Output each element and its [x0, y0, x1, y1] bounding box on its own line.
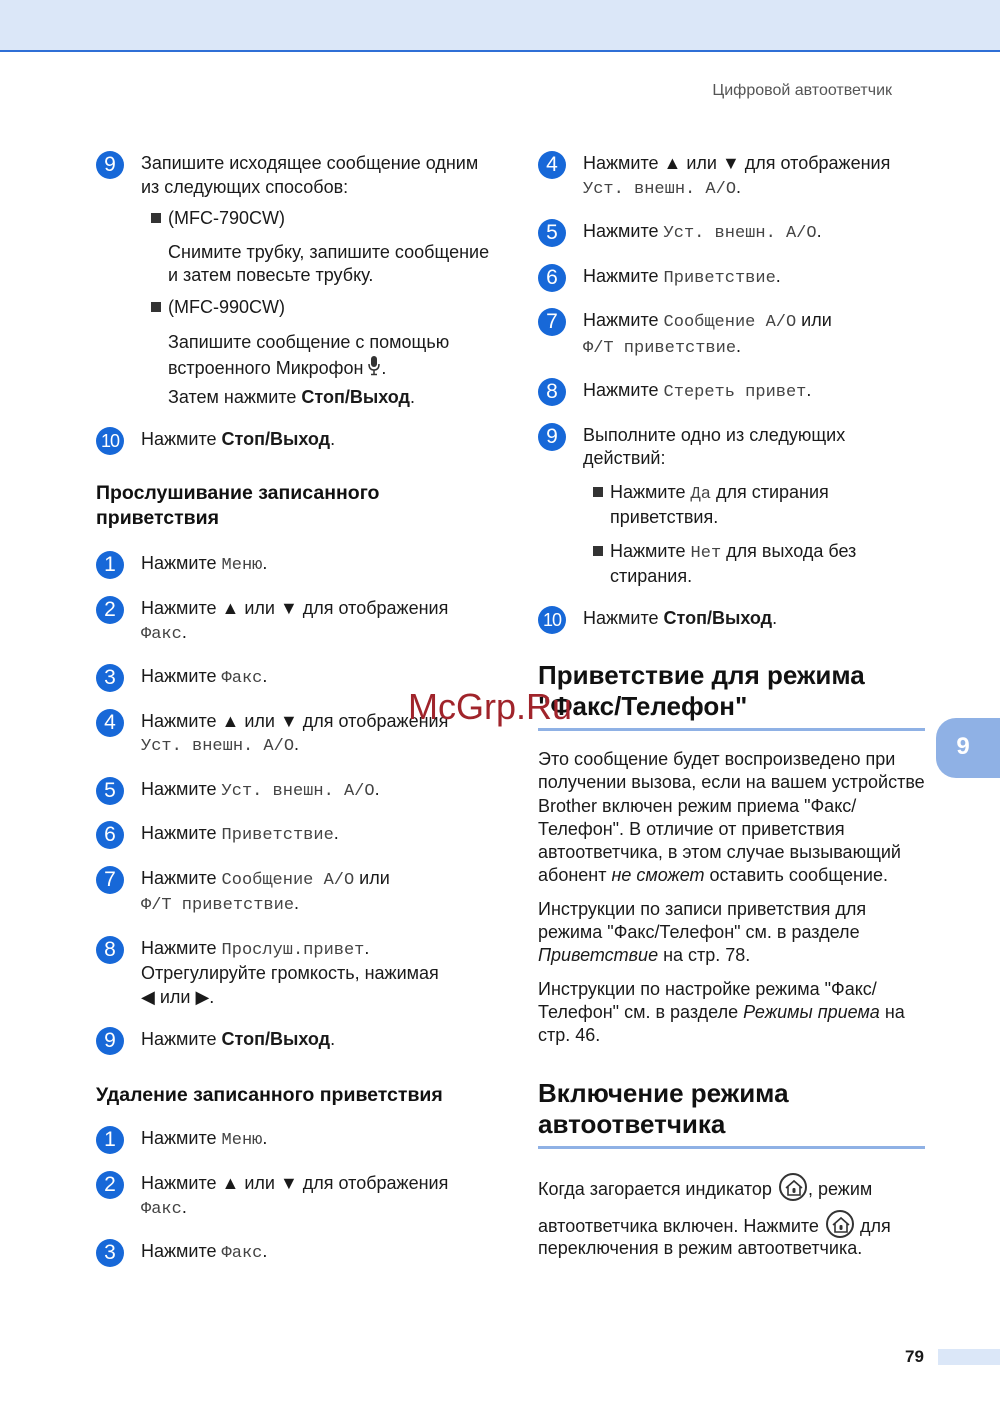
- paragraph: [538, 978, 928, 1048]
- desc-text: .: [381, 358, 387, 378]
- chapter-tab: 9: [936, 718, 1000, 778]
- step-9: [96, 1028, 496, 1052]
- step-number: 1: [96, 551, 124, 579]
- para-text: Инструкции по настройке режима "Факс/Телефон" см. в разделе: [538, 978, 877, 1022]
- step-text: ◀ или ▶.: [141, 986, 215, 1007]
- step-text: или: [796, 310, 832, 330]
- step-text: .: [262, 1127, 268, 1148]
- step-text: .: [333, 823, 339, 843]
- bullet-text: (MFC-790CW): [168, 208, 285, 228]
- running-head: Цифровой автоответчик: [712, 82, 892, 99]
- step-number: 7: [538, 308, 566, 336]
- step-text: .: [772, 607, 778, 628]
- step-6: [538, 265, 928, 291]
- step-5: [538, 220, 928, 246]
- lcd-text: Ф/Т приветствие: [583, 338, 737, 358]
- step-6: [96, 822, 496, 848]
- lcd-text: Факс: [221, 1244, 263, 1263]
- paragraph: [538, 1171, 928, 1245]
- step-text: .: [262, 552, 268, 573]
- lcd-text: Меню: [221, 1130, 263, 1150]
- step-number: 10: [538, 606, 566, 634]
- step-8: [538, 379, 928, 405]
- bullet-text: Нажмите: [610, 481, 691, 502]
- lcd-text: Уст. внешн. А/О: [221, 781, 375, 801]
- lcd-text: Факс: [221, 669, 263, 688]
- lcd-text: Меню: [221, 555, 263, 575]
- step-text: .: [374, 778, 380, 799]
- para-text: автоответчика включен. Нажмите: [538, 1215, 824, 1236]
- square-bullet-icon: [593, 546, 603, 556]
- para-text: для: [854, 1215, 891, 1236]
- step-text: Нажмите ▲ или ▼ для отображения: [141, 710, 449, 731]
- lcd-text: Приветствие: [663, 268, 776, 288]
- step-text: Нажмите: [583, 380, 664, 400]
- cross-reference: Режимы приема: [743, 1001, 880, 1022]
- lcd-text: Уст. внешн. А/О: [583, 179, 737, 199]
- square-bullet-icon: [151, 302, 161, 312]
- step-text: .: [262, 666, 268, 686]
- answer-mode-icon: [779, 1173, 807, 1201]
- watermark: McGrp.Ru: [408, 686, 573, 727]
- bullet-description: Снимите трубку, запишите сообщение и затем повесьте трубку.: [168, 241, 490, 285]
- step-text: Нажмите ▲ или ▼ для отображения: [141, 1173, 449, 1193]
- step-number: 9: [538, 423, 566, 451]
- lcd-text: Прослуш.привет: [221, 940, 365, 960]
- lcd-text: Сообщение А/О: [663, 313, 797, 332]
- step-text: Нажмите ▲ или ▼ для отображения: [141, 598, 449, 618]
- step-text: Нажмите: [141, 778, 222, 799]
- step-1: [96, 552, 496, 578]
- step-text: Нажмите: [141, 1029, 222, 1049]
- lcd-text: Уст. внешн. А/О: [663, 224, 817, 243]
- paragraph: [538, 898, 928, 968]
- step-text: Нажмите: [141, 823, 222, 843]
- bullet-item: [583, 540, 928, 589]
- step-text: .: [181, 621, 187, 642]
- step-number: 8: [538, 378, 566, 406]
- step-number: 3: [96, 664, 124, 692]
- step-text: .: [181, 1196, 187, 1217]
- desc-text: Затем нажмите: [168, 387, 302, 407]
- lcd-text: Факс: [141, 624, 182, 644]
- lcd-text: Факс: [141, 1199, 182, 1219]
- step-9-record: [96, 152, 496, 410]
- step-text: Нажмите: [141, 666, 222, 686]
- para-text: , режим: [807, 1178, 873, 1199]
- top-color-band: [0, 0, 1000, 52]
- step-9-actions: [538, 424, 928, 589]
- step-number: 8: [96, 936, 124, 964]
- step-number: 5: [96, 777, 124, 805]
- lcd-text: Стереть привет: [663, 383, 807, 402]
- step-text: Нажмите: [141, 1127, 222, 1148]
- step-2: [96, 1172, 496, 1221]
- para-text: оставить сообщение.: [704, 865, 888, 886]
- page-number: 79: [905, 1347, 924, 1366]
- bullet-item: [141, 296, 496, 320]
- step-text: Нажмите: [141, 1241, 222, 1261]
- step-7: [538, 309, 928, 360]
- step-5: [96, 778, 496, 804]
- step-10-stop: [96, 428, 496, 452]
- step-2: [96, 597, 496, 646]
- bullet-item: [583, 481, 928, 530]
- step-text: Отрегулируйте громкость, нажимая: [141, 963, 439, 983]
- step-number: 6: [538, 264, 566, 292]
- key-name: Стоп/Выход: [221, 1029, 331, 1049]
- step-text: .: [806, 380, 812, 400]
- step-text: Нажмите: [583, 221, 664, 241]
- para-text: Это сообщение будет воспроизведено при получении вызова, если на вашем устройстве Brother включен режим приема "Факс/Телефон". В отличие от приветствия автоответчика, в этом случае вызывающий абонент: [538, 749, 925, 886]
- step-text: Нажмите: [583, 265, 664, 286]
- step-number: 9: [96, 1027, 124, 1055]
- step-text: Нажмите ▲ или ▼ для отображения: [583, 153, 891, 173]
- step-text: Запишите исходящее сообщение одним из следующих способов:: [141, 153, 479, 197]
- step-text: Нажмите: [583, 607, 664, 628]
- paragraph: [538, 748, 928, 888]
- step-text: .: [262, 1241, 268, 1261]
- section-heading-fax-phone: Приветствие для режима "Факс/Телефон": [538, 660, 925, 731]
- square-bullet-icon: [151, 213, 161, 223]
- step-3: [96, 1240, 496, 1266]
- step-7: [96, 867, 496, 918]
- lcd-text: Уст. внешн. А/О: [141, 737, 295, 756]
- step-8: [96, 937, 496, 1010]
- lcd-text: Приветствие: [221, 826, 334, 845]
- step-text: .: [330, 429, 336, 449]
- lcd-text: Сообщение А/О: [221, 870, 355, 890]
- step-text: .: [330, 1029, 336, 1049]
- para-text: Когда загорается индикатор: [538, 1178, 777, 1199]
- section-heading-playback: Прослушивание записанного приветствия: [96, 481, 380, 529]
- bullet-text: для выхода без стирания.: [610, 540, 857, 586]
- microphone-icon: [367, 355, 381, 384]
- para-text: на стр. 46.: [538, 1001, 905, 1046]
- square-bullet-icon: [593, 487, 603, 497]
- key-name: Стоп/Выход: [301, 387, 410, 407]
- lcd-text: Ф/Т приветствие: [141, 896, 295, 915]
- step-number: 10: [96, 427, 124, 455]
- step-text: или: [354, 867, 390, 888]
- bullet-text: (MFC-990CW): [168, 296, 285, 317]
- key-name: Стоп/Выход: [663, 607, 773, 628]
- step-number: 4: [96, 709, 124, 737]
- step-number: 3: [96, 1239, 124, 1267]
- step-number: 7: [96, 866, 124, 894]
- page-number-bar: [938, 1349, 1000, 1365]
- paragraph: переключения в режим автоответчика.: [538, 1237, 863, 1258]
- section-heading-answer-mode: Включение режима автоответчика: [538, 1078, 925, 1149]
- bullet-description: [141, 329, 496, 410]
- bullet-text: для стирания приветствия.: [610, 481, 829, 527]
- section-heading-delete: Удаление записанного приветствия: [96, 1083, 443, 1106]
- step-4: [538, 152, 928, 201]
- para-text: на стр. 78.: [658, 945, 751, 966]
- bullet-item: [141, 207, 496, 231]
- step-number: 5: [538, 219, 566, 247]
- step-number: 1: [96, 1126, 124, 1154]
- step-text: .: [736, 176, 742, 197]
- para-text: Инструкции по записи приветствия для режима "Факс/Телефон" см. в разделе: [538, 898, 867, 943]
- lcd-text: Нет: [690, 543, 722, 563]
- answer-mode-button-icon: [826, 1210, 854, 1238]
- step-text: .: [294, 734, 300, 754]
- emphasis: не сможет: [611, 865, 705, 886]
- step-text: .: [736, 335, 742, 356]
- key-name: Стоп/Выход: [221, 429, 331, 449]
- step-10-stop: [538, 607, 928, 631]
- step-text: Нажмите: [141, 429, 222, 449]
- step-text: .: [816, 221, 822, 241]
- step-1: [96, 1127, 496, 1153]
- cross-reference: Приветствие: [538, 945, 659, 966]
- step-text: .: [294, 893, 300, 913]
- step-number: 2: [96, 596, 124, 624]
- step-text: .: [364, 937, 370, 958]
- desc-text: .: [409, 387, 415, 407]
- lcd-text: Да: [690, 484, 711, 504]
- step-text: Выполните одно из следующих действий:: [583, 424, 846, 468]
- step-number: 6: [96, 821, 124, 849]
- step-text: .: [775, 265, 781, 286]
- step-number: 2: [96, 1171, 124, 1199]
- step-text: Нажмите: [583, 310, 664, 330]
- step-text: Нажмите: [141, 552, 222, 573]
- bullet-text: Нажмите: [610, 540, 691, 561]
- step-text: Нажмите: [141, 937, 222, 958]
- desc-text: Запишите сообщение с помощью встроенного Микрофон: [168, 332, 450, 378]
- right-column: [538, 148, 928, 1260]
- step-text: Нажмите: [141, 867, 222, 888]
- step-number: 9: [96, 151, 124, 179]
- step-number: 4: [538, 151, 566, 179]
